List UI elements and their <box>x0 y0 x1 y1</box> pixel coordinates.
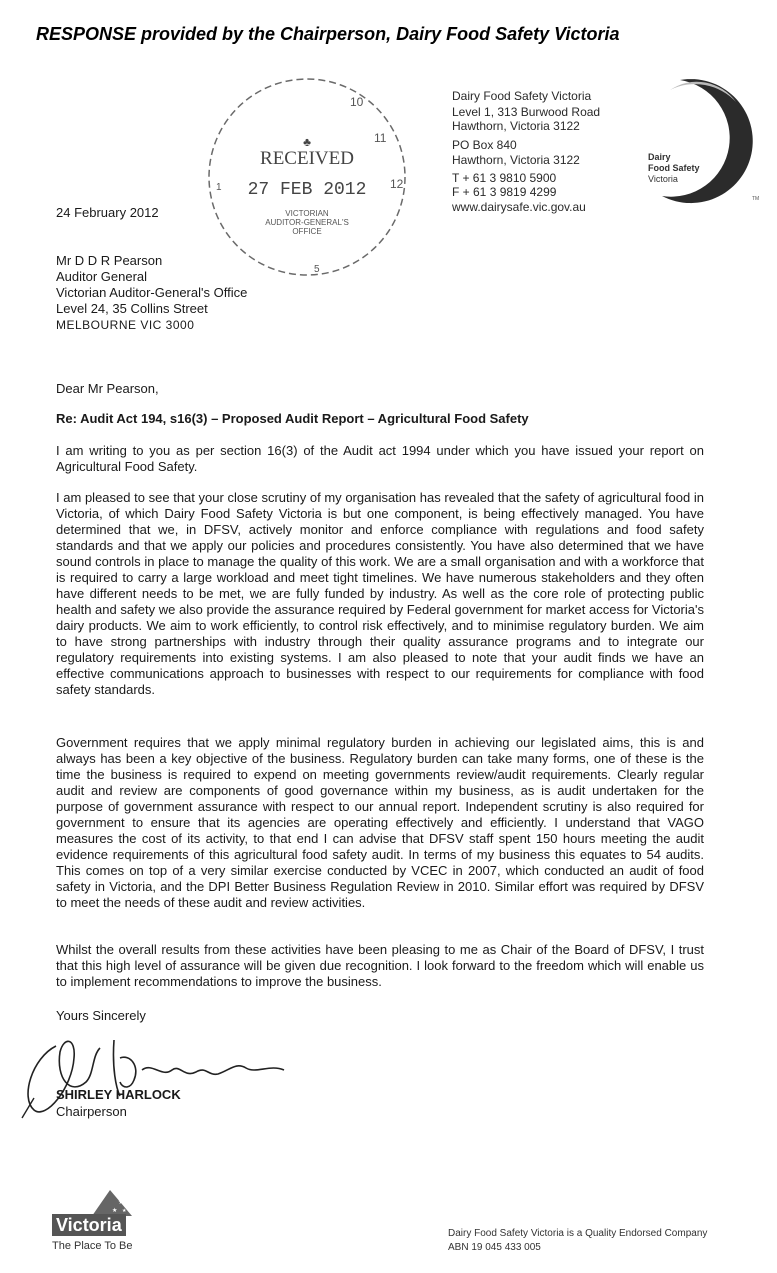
salutation: Dear Mr Pearson, <box>56 381 159 396</box>
recipient-street: Level 24, 35 Collins Street <box>56 301 208 316</box>
victoria-government-logo <box>52 1190 142 1260</box>
paragraph-1: I am writing to you as per section 16(3) of the Audit act 1994 under which you have issued your report on Agricultural Food Safety. <box>56 443 704 474</box>
page-heading: RESPONSE provided by the Chairperson, Dairy Food Safety Victoria <box>36 24 620 44</box>
paragraph-3: Government requires that we apply minimal regulatory burden in achieving our legislated aims, this is and always has been a key objective of the business. Regulatory burden can take many forms, one of these is the time the business is required to expend on meeting governments review/audit requirements. Clearly regular audit and review are components of good governance within my business, as is audit undertaken for the purpose of government assurance with respect to our annual report. Independent scrutiny is also required for government to ensure that its agencies are operating effectively and efficiently. I understand that VAGO measures the cost of its activity, to that end I can advise that DFSV staff spent 150 hours meeting the audit evidence requirements of this agricultural food safety audit. In terms of my business this equates to 54 audits. This comes on top of a very similar exercise conducted by VCEC in 2007, which conducted an audit of food safety in Victoria, and the DPI Better Business Regulation Review in 2010. Similar effort was required by DFSV to meet the needs of these audit and review activities. <box>56 735 704 910</box>
crescent-logo-icon <box>640 68 770 213</box>
sender-address-2: Hawthorn, Victoria 3122 <box>452 119 580 133</box>
stamp-number-5: 5 <box>314 264 320 275</box>
footer-abn: ABN 19 045 433 005 <box>448 1242 541 1253</box>
sender-po-city: Hawthorn, Victoria 3122 <box>452 153 580 167</box>
paragraph-4: Whilst the overall results from these activities have been pleasing to me as Chair of the Board of DFSV, I trust that this high level of assurance will be given due recognition. I look forward to the freedom which will enable us to implement recommendations to improve the business. <box>56 942 704 989</box>
stamp-number-1: 1 <box>216 182 222 193</box>
stamp-org-line1: VICTORIAN <box>285 209 329 218</box>
footer-quality-line: Dairy Food Safety Victoria is a Quality Endorsed Company <box>448 1228 708 1239</box>
dfsv-logo <box>640 68 770 213</box>
sender-fax: F + 61 3 9819 4299 <box>452 185 557 199</box>
southern-cross-icon <box>92 1190 132 1216</box>
svg-text:★: ★ <box>122 1208 127 1214</box>
recipient-name: Mr D D R Pearson <box>56 253 163 268</box>
sender-org: Dairy Food Safety Victoria <box>452 89 592 103</box>
dfsv-logo-line3: Victoria <box>648 174 678 184</box>
stamp-number-11: 11 <box>374 131 387 145</box>
sender-address-1: Level 1, 313 Burwood Road <box>452 105 601 119</box>
stamp-number-10: 10 <box>350 95 364 109</box>
stamp-number-12: 12 <box>390 177 404 191</box>
sender-phone: T + 61 3 9810 5900 <box>452 171 557 185</box>
svg-text:★: ★ <box>112 1208 118 1214</box>
sender-website: www.dairysafe.vic.gov.au <box>452 200 586 214</box>
recipient-title: Auditor General <box>56 269 148 284</box>
received-stamp <box>196 72 418 282</box>
closing: Yours Sincerely <box>56 1008 146 1023</box>
stamp-received: RECEIVED <box>260 148 354 169</box>
stamp-crown-icon: ♣ <box>303 135 311 149</box>
svg-text:★: ★ <box>118 1199 125 1206</box>
recipient-city: MELBOURNE VIC 3000 <box>56 318 195 332</box>
signer-title: Chairperson <box>56 1104 127 1119</box>
letter-date: 24 February 2012 <box>56 205 159 220</box>
stamp-date: 27 FEB 2012 <box>247 180 367 200</box>
sender-po-box: PO Box 840 <box>452 138 517 152</box>
svg-text:TM: TM <box>752 196 760 202</box>
dfsv-logo-line1: Dairy <box>648 152 671 162</box>
signer-name: SHIRLEY HARLOCK <box>56 1087 181 1102</box>
subject-line: Re: Audit Act 194, s16(3) – Proposed Audit Report – Agricultural Food Safety <box>56 411 529 426</box>
victoria-wordmark: Victoria <box>52 1214 126 1236</box>
recipient-office: Victorian Auditor-General's Office <box>56 285 248 300</box>
paragraph-2: I am pleased to see that your close scrutiny of my organisation has revealed that the safety of agricultural food in Victoria, of which Dairy Food Safety Victoria is but one component, is being effectively managed. You have determined that we, in DFSV, actively monitor and enforce compliance with regulations and food safety standards and that we apply our policies and procedures consistently. You have also determined that we have sound controls in place to manage the quality of this work. We are a small organisation and with a workforce that is required to carry a large workload and meet tight timelines. We have numerous stakeholders and they often have different needs to be met, we are fully funded by industry. As well as the core role of protecting public health and safety we also provide the assurance required by Federal government for market access for Victoria's dairy products. We aim to work efficiently, to control risk effectively, and to minimise regulatory burden. We aim to have strong partnerships with industry through their quality assurance programs and to integrate our regulatory requirements into existing systems. I am also pleased to note that your audit finds we have an effective communications approach to businesses with respect to our requirements for compliance with food safety standards. <box>56 490 704 697</box>
stamp-org-line2: AUDITOR-GENERAL'S <box>265 218 349 227</box>
stamp-org-line3: OFFICE <box>292 227 322 236</box>
victoria-tagline: The Place To Be <box>52 1240 133 1252</box>
dfsv-logo-line2: Food Safety <box>648 163 700 173</box>
